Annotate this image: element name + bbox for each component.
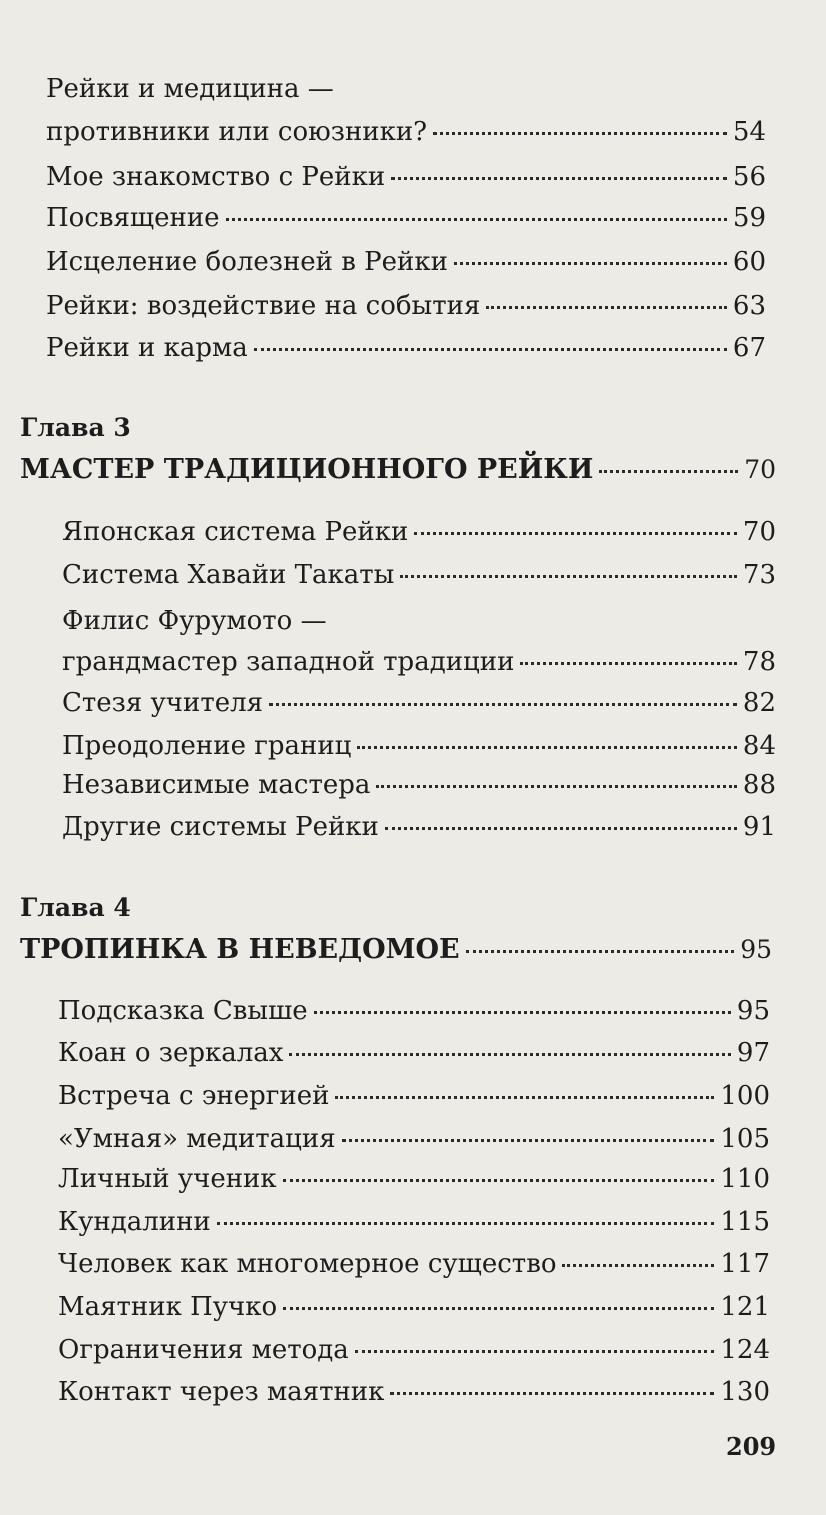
toc-entry-page: 130: [720, 1377, 770, 1407]
toc-entry-page: 105: [720, 1124, 770, 1154]
toc-entry: [62, 810, 776, 844]
toc-entry: [58, 1036, 770, 1070]
page-number: 209: [726, 1432, 777, 1461]
toc-entry-page: 54: [732, 117, 766, 147]
toc-entry-page: 91: [742, 812, 776, 842]
leader-dots: [486, 306, 727, 309]
chapter-title: ТРОПИНКА В НЕВЕДОМОЕ: [20, 934, 460, 965]
toc-entry: [58, 1162, 770, 1196]
toc-entry-title: Рейки: воздействие на события: [46, 291, 481, 321]
toc-entry-page: 95: [736, 996, 770, 1026]
toc-entry: [62, 686, 776, 720]
leader-dots: [433, 132, 727, 135]
toc-entry-title: Личный ученик: [58, 1164, 277, 1194]
leader-dots: [217, 1222, 715, 1225]
toc-entry-page: 117: [720, 1249, 770, 1279]
leader-dots: [357, 746, 737, 749]
toc-entry: [46, 201, 766, 235]
toc-entry-title: грандмастер западной традиции: [62, 647, 515, 677]
toc-entry-title: Независимые мастера: [62, 770, 371, 800]
toc-entry-page: 124: [720, 1335, 770, 1365]
toc-entry: [58, 1079, 770, 1113]
toc-entry-title: Японская система Рейки: [62, 517, 409, 547]
toc-entry-title: Стезя учителя: [62, 688, 264, 718]
toc-entry: [58, 1375, 770, 1409]
chapter-heading: [20, 453, 776, 487]
chapter-page: 70: [744, 455, 776, 484]
toc-entry: [58, 1333, 770, 1367]
chapter-page: 95: [740, 935, 772, 964]
toc-entry: [46, 115, 766, 149]
chapter-heading: [20, 933, 772, 967]
toc-entry: [46, 289, 766, 323]
toc-entry: [46, 160, 766, 194]
toc-entry-title: Ограничения метода: [58, 1335, 349, 1365]
toc-entry-page: 115: [720, 1207, 770, 1237]
toc-entry-title: Маятник Пучко: [58, 1292, 278, 1322]
leader-dots: [562, 1264, 714, 1267]
toc-entry: [62, 729, 776, 763]
toc-entry: [62, 515, 776, 549]
chapter-title: МАСТЕР ТРАДИЦИОННОГО РЕЙКИ: [20, 454, 594, 485]
toc-entry-page: 78: [742, 647, 776, 677]
toc-entry-page: 84: [742, 731, 776, 761]
leader-dots: [342, 1139, 715, 1142]
toc-entry-page: 59: [732, 203, 766, 233]
leader-dots: [226, 218, 727, 221]
toc-entry-title: Контакт через маятник: [58, 1377, 385, 1407]
toc-entry-page: 100: [720, 1081, 770, 1111]
toc-entry: [58, 1122, 770, 1156]
leader-dots: [283, 1179, 715, 1182]
toc-entry-page: 56: [732, 162, 766, 192]
toc-entry-page: 82: [742, 688, 776, 718]
leader-dots: [335, 1096, 714, 1099]
chapter-label: Глава 4: [20, 893, 131, 922]
toc-entry: [58, 1247, 770, 1281]
toc-entry-title-line1: Рейки и медицина —: [46, 74, 334, 104]
toc-entry-title: Подсказка Свыше: [58, 996, 308, 1026]
leader-dots: [414, 532, 737, 535]
leader-dots: [314, 1011, 731, 1014]
toc-entry-title: Человек как многомерное существо: [58, 1249, 557, 1279]
toc-entry-page: 60: [732, 247, 766, 277]
toc-entry: [58, 1205, 770, 1239]
leader-dots: [391, 177, 727, 180]
toc-entry-title-line1: Филис Фурумото —: [62, 606, 327, 636]
leader-dots: [289, 1053, 730, 1056]
toc-entry-page: 121: [720, 1292, 770, 1322]
toc-entry-title: Коан о зеркалах: [58, 1038, 284, 1068]
leader-dots: [385, 827, 737, 830]
toc-entry: [62, 558, 776, 592]
leader-dots: [520, 662, 736, 665]
toc-entry-title: Другие системы Рейки: [62, 812, 379, 842]
toc-entry: [58, 994, 770, 1028]
leader-dots: [254, 348, 727, 351]
toc-entry-page: 67: [732, 333, 766, 363]
toc-entry-title: Исцеление болезней в Рейки: [46, 247, 448, 277]
leader-dots: [599, 470, 738, 473]
leader-dots: [466, 950, 735, 953]
toc-entry-page: 97: [736, 1038, 770, 1068]
toc-entry-title: «Умная» медитация: [58, 1124, 336, 1154]
chapter-label: Глава 3: [20, 413, 131, 442]
leader-dots: [376, 785, 737, 788]
toc-entry-title: Посвящение: [46, 203, 220, 233]
toc-entry-page: 70: [742, 517, 776, 547]
leader-dots: [400, 575, 737, 578]
toc-entry-title: Преодоление границ: [62, 731, 352, 761]
toc-entry-title: Система Хавайи Такаты: [62, 560, 395, 590]
toc-entry: [58, 1290, 770, 1324]
toc-entry-title: Встреча с энергией: [58, 1081, 330, 1111]
toc-entry-page: 63: [732, 291, 766, 321]
toc-entry-page: 73: [742, 560, 776, 590]
leader-dots: [283, 1307, 714, 1310]
toc-entry: [62, 645, 776, 679]
toc-entry: [46, 331, 766, 365]
toc-entry-page: 88: [742, 770, 776, 800]
toc-entry-title: Рейки и карма: [46, 333, 248, 363]
leader-dots: [269, 703, 737, 706]
toc-entry-title: Кундалини: [58, 1207, 211, 1237]
toc-entry-title: противники или союзники?: [46, 117, 428, 147]
toc-entry: [62, 768, 776, 802]
toc-entry-title: Мое знакомство с Рейки: [46, 162, 386, 192]
leader-dots: [355, 1350, 715, 1353]
leader-dots: [390, 1392, 714, 1395]
leader-dots: [454, 262, 727, 265]
toc-entry: [46, 245, 766, 279]
toc-entry-page: 110: [720, 1164, 770, 1194]
